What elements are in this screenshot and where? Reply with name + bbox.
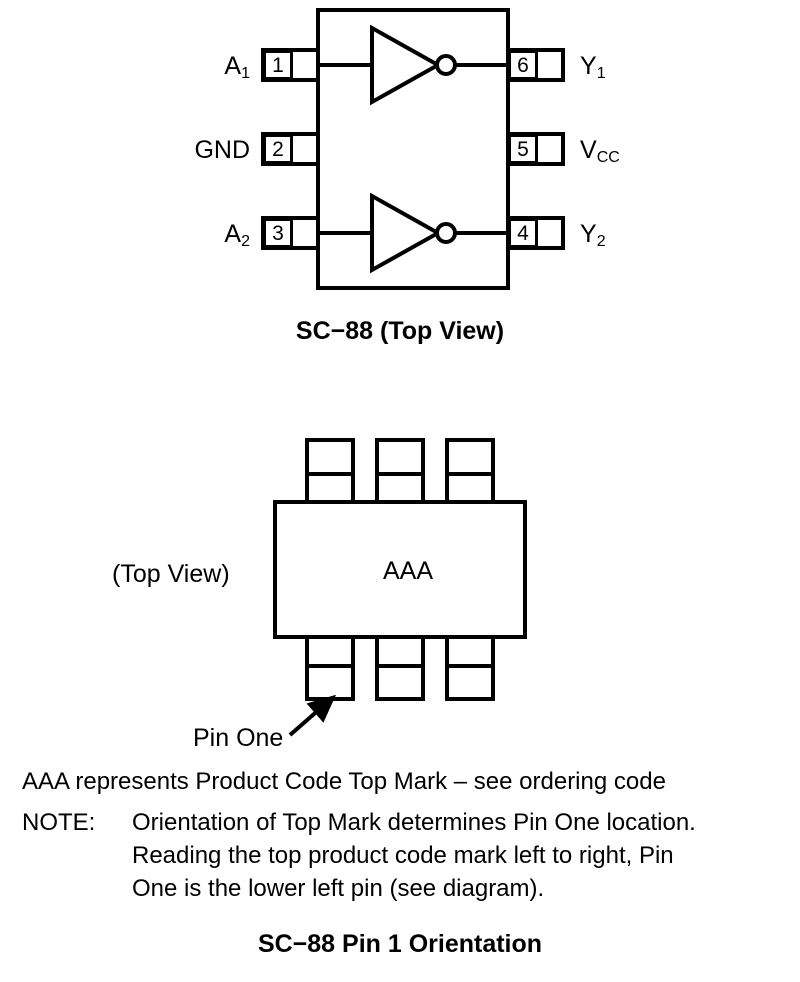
pin-label-vcc-text: V <box>580 136 597 164</box>
pin-label-y2-text: Y <box>580 220 597 248</box>
note-row <box>22 806 782 905</box>
pin-label-a1 <box>150 52 250 81</box>
pin-number-2: 2 <box>263 134 293 164</box>
pin-label-a2 <box>150 220 250 249</box>
note-line-2: Reading the top product code mark left to right, Pin <box>132 842 674 869</box>
pin-label-gnd-text: GND <box>194 136 250 164</box>
sc88-pinout-diagram <box>0 0 800 300</box>
topmark-lead-upper-right <box>447 440 493 502</box>
pin-number-1: 1 <box>263 50 293 80</box>
notes-block <box>22 765 782 905</box>
pin-label-y1-sub: 1 <box>596 65 606 82</box>
note-line-3: One is the lower left pin (see diagram). <box>132 875 545 902</box>
inverter-2-bubble <box>437 224 455 242</box>
pin-label-a1-sub: 1 <box>241 65 250 82</box>
pin-number-5: 5 <box>508 134 538 164</box>
pin-one-arrow <box>290 700 330 735</box>
note-line-1: Orientation of Top Mark determines Pin One location. <box>132 809 696 836</box>
bottom-top-view-label: (Top View) <box>112 560 230 588</box>
note-key: NOTE: <box>22 809 96 836</box>
pin-number-3: 3 <box>263 218 293 248</box>
pin-label-y1 <box>580 52 606 81</box>
pin-label-gnd <box>110 136 250 165</box>
top-mark-note: AAA represents Product Code Top Mark – see ordering code <box>22 768 666 795</box>
inverter-1-bubble <box>437 56 455 74</box>
topmark-lead-upper-left <box>307 440 353 502</box>
pin-label-y2 <box>580 220 606 249</box>
pin-label-a2-sub: 2 <box>241 233 250 250</box>
pin-label-y2-sub: 2 <box>596 233 606 250</box>
pin-label-vcc-sub: CC <box>596 149 620 166</box>
top-mark-text: AAA <box>383 557 434 585</box>
pin-label-a1-text: A <box>224 52 242 80</box>
pin-label-vcc <box>580 136 620 165</box>
topmark-lead-upper-center <box>377 440 423 502</box>
pin-number-6: 6 <box>508 50 538 80</box>
sc88-top-view-caption: SC−88 (Top View) <box>295 317 505 345</box>
pin-number-4: 4 <box>508 218 538 248</box>
sc88-pin1-orientation-caption: SC−88 Pin 1 Orientation <box>257 930 543 958</box>
note-body <box>132 806 782 905</box>
pin-label-y1-text: Y <box>580 52 597 80</box>
pin-one-label: Pin One <box>193 724 284 752</box>
pin-label-a2-text: A <box>224 220 242 248</box>
